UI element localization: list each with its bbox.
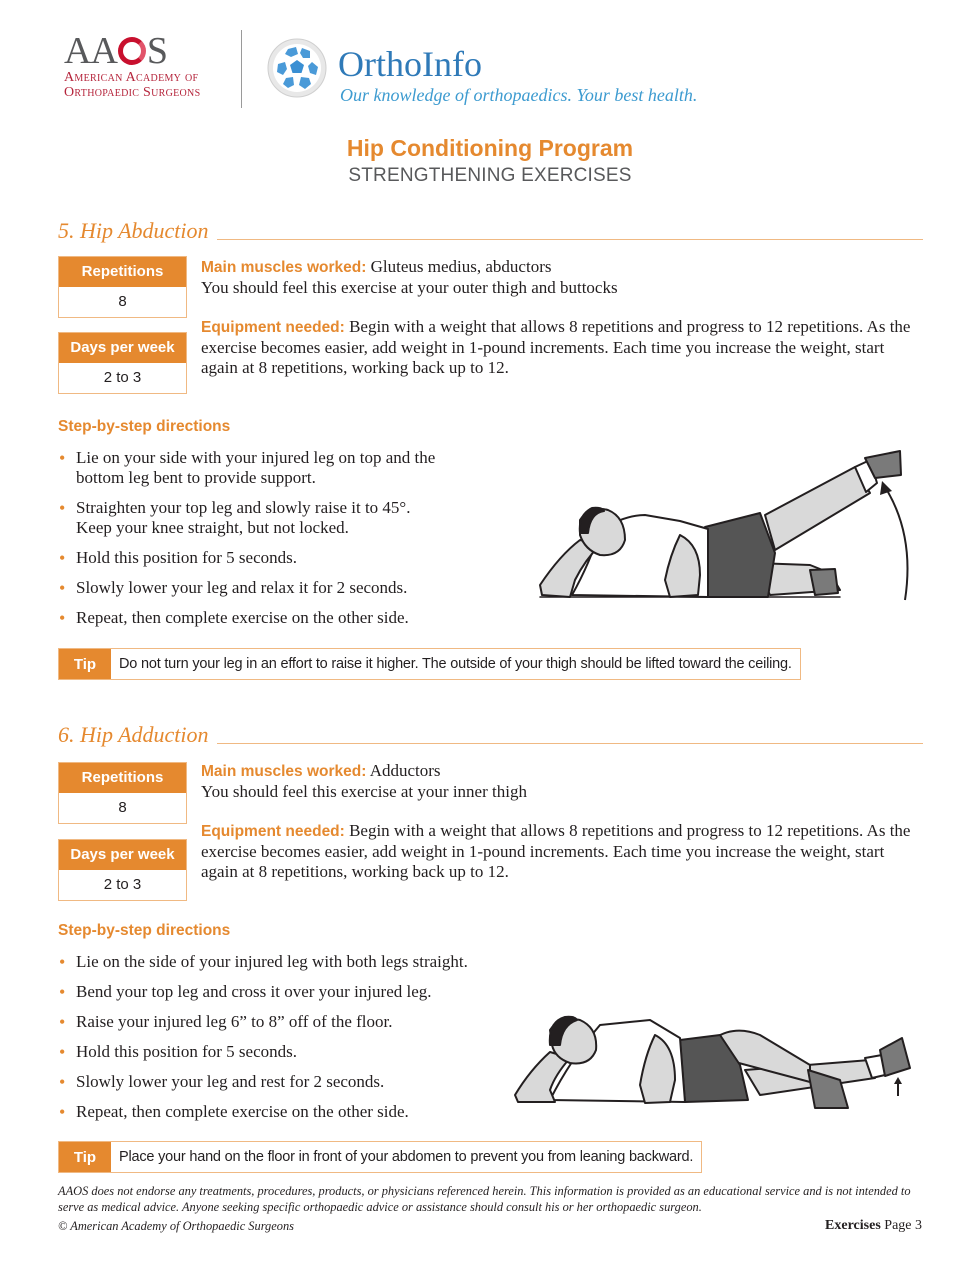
step-item: • Slowly lower your leg and relax it for 2 seconds. [58,578,443,598]
muscles-value: Adductors [366,761,441,780]
muscles-info [201,761,931,802]
repetitions-label: Repetitions [59,257,186,287]
step-item: • Repeat, then complete exercise on the other side. [58,608,443,628]
equipment-info [201,821,916,882]
disclaimer: AAOS does not endorse any treatments, procedures, products, or physicians referenced herein. This information is provided as an educational service and is not intended to serve as medical advice. Anyone seeking specific orthopaedic advice or assistance should consult his or her orthopaedic surgeon. [58,1184,911,1214]
header-divider [241,30,242,108]
tip-box [58,648,801,680]
days-per-week-value: 2 to 3 [59,363,186,393]
steps-list [58,952,518,1132]
tip-box [58,1141,702,1173]
muscles-label: Main muscles worked: [201,763,367,780]
steps-list [58,448,443,638]
orthoinfo-tagline: Our knowledge of orthopaedics. Your best health. [340,85,698,105]
page-title: Hip Conditioning Program [346,135,634,161]
page-section: Exercises [825,1218,881,1233]
section-rule [217,743,923,745]
step-item: • Repeat, then complete exercise on the other side. [58,1102,518,1122]
orthoinfo-ball-icon [266,37,328,99]
days-per-week-value: 2 to 3 [59,870,186,900]
page-number [825,1218,922,1234]
exercise-title: 5. Hip Abduction [58,218,209,243]
repetitions-label: Repetitions [59,763,186,793]
section-rule [217,239,923,241]
copyright: © American Academy of Orthopaedic Surgeons [58,1219,294,1233]
tip-label: Tip [59,649,111,679]
aaos-name-line2: Orthopaedic Surgeons [64,85,201,100]
step-item: • Lie on your side with your injured leg on top and the bottom leg bent to provide support. [58,448,443,488]
exercise-6-header [58,718,923,748]
step-item: • Straighten your top leg and slowly raise it to 45°. Keep your knee straight, but not locked. [58,498,443,538]
steps-heading: Step-by-step directions [58,418,231,435]
days-per-week-box [58,839,187,901]
repetitions-value: 8 [59,287,186,317]
tip-text: Place your hand on the floor in front of your abdomen to prevent you from leaning backward. [111,1142,701,1172]
days-per-week-label: Days per week [59,333,186,363]
orthoinfo-title: OrthoInfo [338,44,482,84]
exercise-title: 6. Hip Adduction [58,722,209,747]
equipment-label: Equipment needed: [201,823,345,840]
step-item: • Hold this position for 5 seconds. [58,548,443,568]
repetitions-box [58,256,187,318]
days-per-week-box [58,332,187,394]
equipment-value: Begin with a weight that allows 8 repetitions and progress to 12 repetitions. As the exercise becomes easier, add weight in 1-pound increments. Each time you increase the weight, start again at 8 repetitions, working back up to 12. [201,317,911,377]
aaos-logo [64,30,224,100]
equipment-value: Begin with a weight that allows 8 repetitions and progress to 12 repetitions. As the exercise becomes easier, add weight in 1-pound increments. Each time you increase the weight, start again at 8 repetitions, working back up to 12. [201,821,911,881]
side-lying-adduction-illustration [510,1000,920,1110]
equipment-info [201,317,916,378]
repetitions-value: 8 [59,793,186,823]
steps-heading: Step-by-step directions [58,922,231,939]
days-per-week-label: Days per week [59,840,186,870]
side-lying-leg-raise-illustration [530,445,920,610]
aaos-ring-icon [118,37,146,65]
aaos-name-line1: American Academy of [64,70,199,85]
step-item: • Slowly lower your leg and rest for 2 seconds. [58,1072,518,1092]
equipment-label: Equipment needed: [201,319,345,336]
page-label: Page 3 [880,1218,922,1233]
step-item: • Lie on the side of your injured leg with both legs straight. [58,952,518,972]
feel-text: You should feel this exercise at your inner thigh [201,782,527,801]
muscles-value: Gluteus medius, abductors [366,257,552,276]
exercise-5-header [58,214,923,244]
aaos-wordmark: AA S [64,30,168,72]
tip-label: Tip [59,1142,111,1172]
step-item: • Raise your injured leg 6” to 8” off of the floor. [58,1012,518,1032]
repetitions-box [58,762,187,824]
tip-text: Do not turn your leg in an effort to raise it higher. The outside of your thigh should be lifted toward the ceiling. [111,649,800,679]
page-subtitle: STRENGTHENING EXERCISES [348,165,632,186]
muscles-label: Main muscles worked: [201,259,367,276]
muscles-info [201,257,931,298]
step-item: • Hold this position for 5 seconds. [58,1042,518,1062]
feel-text: You should feel this exercise at your outer thigh and buttocks [201,278,618,297]
step-item: • Bend your top leg and cross it over your injured leg. [58,982,518,1002]
